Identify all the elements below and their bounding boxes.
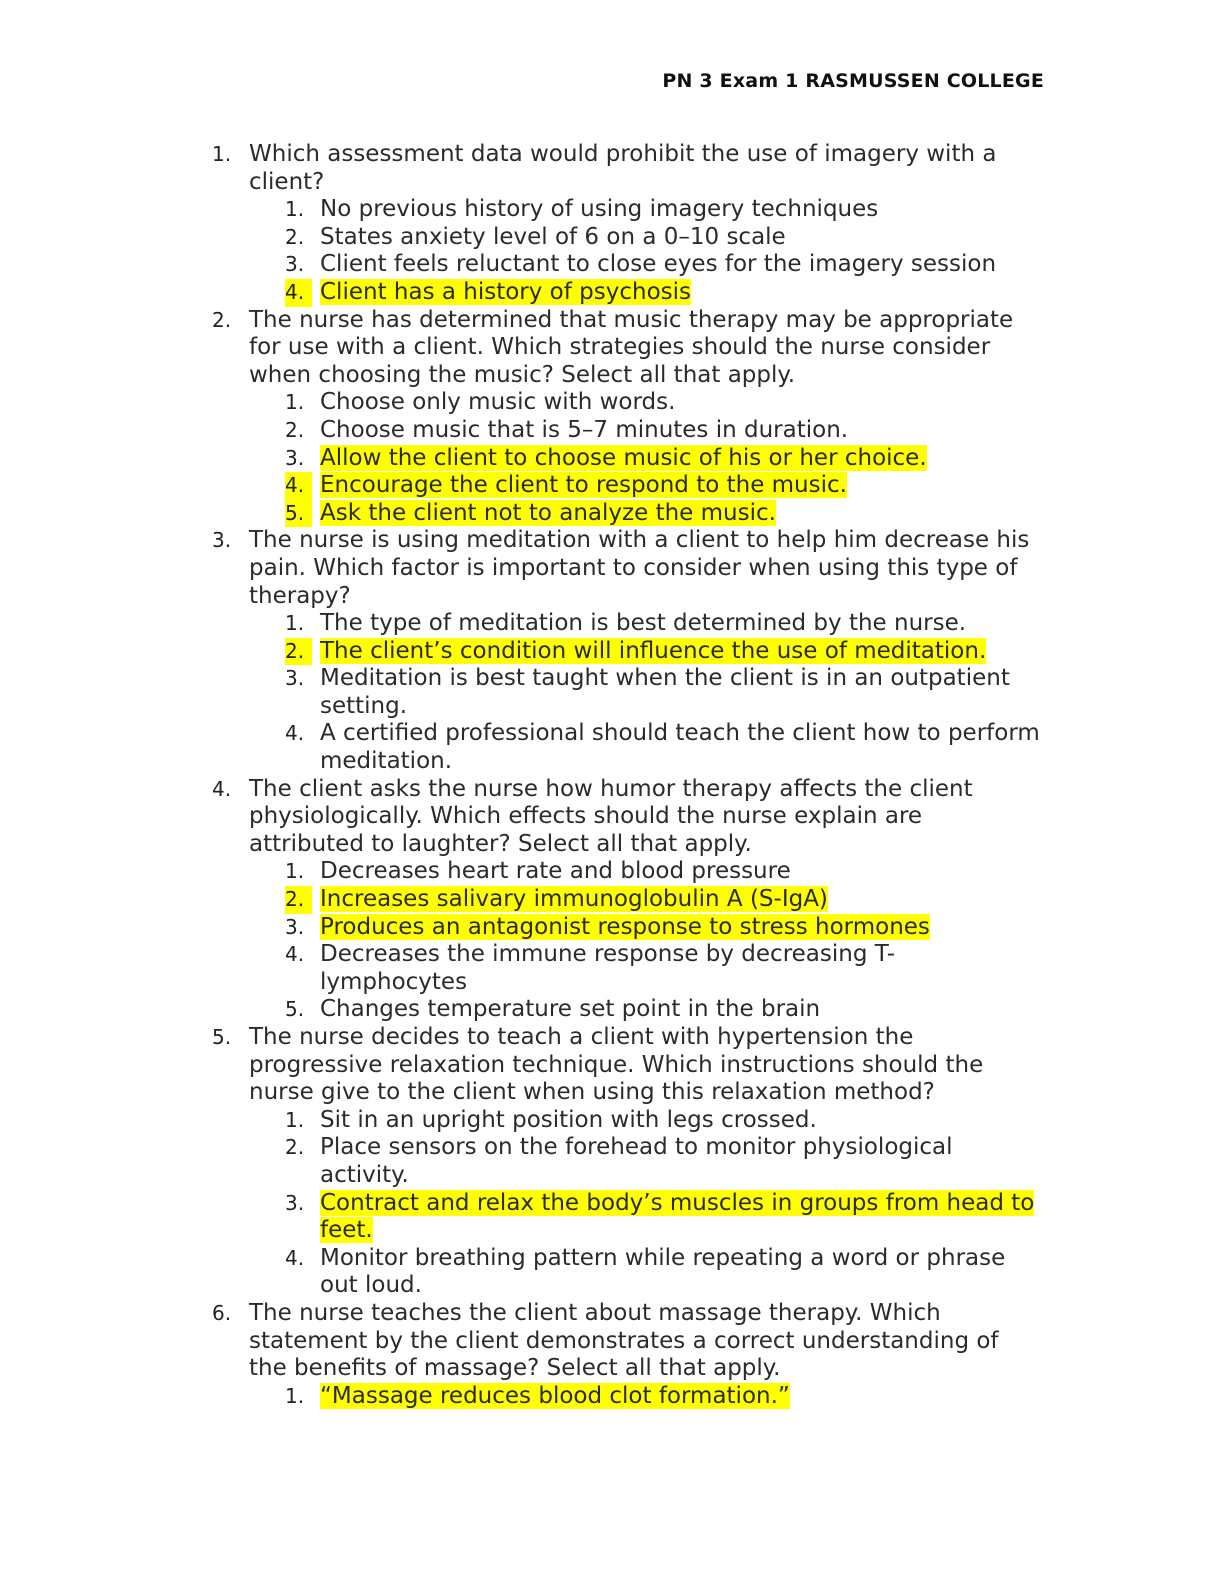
answer-list (249, 1107, 1042, 1300)
answer-text: Sit in an upright position with legs crossed. (320, 1106, 817, 1133)
answer-option (249, 858, 1042, 886)
answer-number: 5. (285, 500, 312, 528)
answer-option (249, 941, 1042, 996)
answer-option (249, 1245, 1042, 1300)
answer-option (249, 1134, 1042, 1189)
answer-number: 2. (285, 886, 312, 914)
question-item (212, 307, 1042, 528)
answer-text: A certified professional should teach the client how to perform meditation. (320, 720, 1040, 775)
answer-number: 1. (285, 197, 305, 222)
answer-option (249, 610, 1042, 638)
answer-list (249, 196, 1042, 306)
answer-number: 2. (285, 638, 312, 666)
answer-option (249, 720, 1042, 775)
answer-number: 2. (285, 1135, 305, 1160)
answer-number: 5. (285, 997, 305, 1022)
answer-number: 3. (285, 252, 305, 277)
question-text: The nurse teaches the client about massage therapy. Which statement by the client demonstrates a correct understanding of the benefits of massage? Select all that apply. (249, 1299, 999, 1382)
answer-text: Meditation is best taught when the client is in an outpatient setting. (320, 665, 1010, 719)
question-number: 2. (212, 307, 232, 332)
answer-option-highlighted (249, 638, 1042, 666)
answer-text: Allow the client to choose music of his or her choice. (320, 444, 927, 471)
question-item (212, 1300, 1042, 1410)
answer-number: 4. (285, 721, 305, 746)
answer-option (249, 996, 1042, 1024)
answer-option-highlighted (249, 500, 1042, 528)
answer-list (249, 610, 1042, 776)
answer-text: States anxiety level of 6 on a 0–10 scale (320, 223, 786, 250)
answer-option (249, 251, 1042, 279)
answer-number: 3. (285, 445, 305, 470)
question-item (212, 1024, 1042, 1300)
answer-number: 2. (285, 224, 305, 249)
answer-text: Encourage the client to respond to the music. (320, 472, 847, 499)
question-number: 3. (212, 528, 232, 553)
answer-text: Ask the client not to analyze the music. (320, 499, 776, 526)
answer-option (249, 665, 1042, 720)
answer-option (249, 389, 1042, 417)
question-text: The nurse is using meditation with a client to help him decrease his pain. Which factor is important to consider when using this type of therapy? (249, 527, 1030, 609)
answer-number: 3. (285, 1190, 305, 1215)
answer-number: 4. (285, 1245, 305, 1270)
answer-text: No previous history of using imagery techniques (320, 196, 879, 223)
answer-text: The type of meditation is best determined by the nurse. (320, 610, 967, 637)
answer-text: Contract and relax the body’s muscles in groups from head to feet. (320, 1189, 1035, 1244)
answer-number: 2. (285, 417, 305, 442)
answer-option (249, 417, 1042, 445)
answer-text: Produces an antagonist response to stress hormones (320, 913, 930, 940)
question-item (212, 141, 1042, 307)
answer-list (249, 389, 1042, 527)
answer-option-highlighted (249, 1190, 1042, 1245)
question-number: 5. (212, 1025, 232, 1049)
question-number: 4. (212, 776, 232, 801)
answer-option (249, 196, 1042, 224)
question-number: 1. (212, 142, 232, 166)
question-text: The nurse has determined that music therapy may be appropriate for use with a client. Which strategies should the nurse consider when choosing the music? Select all that apply. (249, 306, 1014, 388)
answer-text: Changes temperature set point in the brain (320, 996, 821, 1023)
answer-number: 1. (285, 1383, 305, 1408)
answer-text: Decreases the immune response by decreasing T-lymphocytes (320, 941, 895, 995)
answer-text: The client’s condition will influence the use of meditation. (320, 637, 987, 664)
answer-list (249, 1383, 1042, 1411)
answer-option-highlighted (249, 445, 1042, 473)
question-item (212, 776, 1042, 1024)
answer-number: 1. (285, 611, 305, 636)
question-text: The client asks the nurse how humor therapy affects the client physiologically. Which effects should the nurse explain are attributed to laughter? Select all that apply. (249, 775, 973, 857)
answer-number: 4. (285, 279, 312, 307)
answer-number: 1. (285, 859, 305, 884)
answer-text: Choose music that is 5–7 minutes in duration. (320, 416, 849, 443)
answer-text: Client has a history of psychosis (320, 278, 692, 305)
answer-number: 4. (285, 942, 305, 967)
answer-option-highlighted (249, 472, 1042, 500)
answer-text: Choose only music with words. (320, 389, 676, 416)
answer-number: 4. (285, 472, 312, 500)
page-header: PN 3 Exam 1 RASMUSSEN COLLEGE (662, 70, 1044, 92)
answer-number: 1. (285, 1107, 305, 1132)
answer-number: 1. (285, 390, 305, 415)
answer-number: 3. (285, 666, 305, 691)
answer-option (249, 224, 1042, 252)
question-text: Which assessment data would prohibit the use of imagery with a client? (249, 141, 997, 195)
answer-text: Monitor breathing pattern while repeating a word or phrase out loud. (320, 1244, 1006, 1299)
answer-option-highlighted (249, 279, 1042, 307)
question-number: 6. (212, 1300, 232, 1325)
answer-number: 3. (285, 914, 305, 939)
question-list (212, 141, 1042, 1410)
answer-text: “Massage reduces blood clot formation.” (320, 1382, 790, 1409)
answer-option-highlighted (249, 886, 1042, 914)
question-item (212, 527, 1042, 775)
answer-option (249, 1107, 1042, 1135)
answer-option-highlighted (249, 914, 1042, 942)
answer-text: Decreases heart rate and blood pressure (320, 858, 791, 885)
answer-text: Increases salivary immunoglobulin A (S-IgA) (320, 886, 828, 913)
question-text: The nurse decides to teach a client with hypertension the progressive relaxation technique. Which instructions should the nurse give to the client when using this relaxation method? (249, 1024, 984, 1106)
answer-option-highlighted (249, 1383, 1042, 1411)
answer-text: Place sensors on the forehead to monitor physiological activity. (320, 1134, 953, 1188)
answer-list (249, 858, 1042, 1024)
answer-text: Client feels reluctant to close eyes for the imagery session (320, 251, 997, 278)
